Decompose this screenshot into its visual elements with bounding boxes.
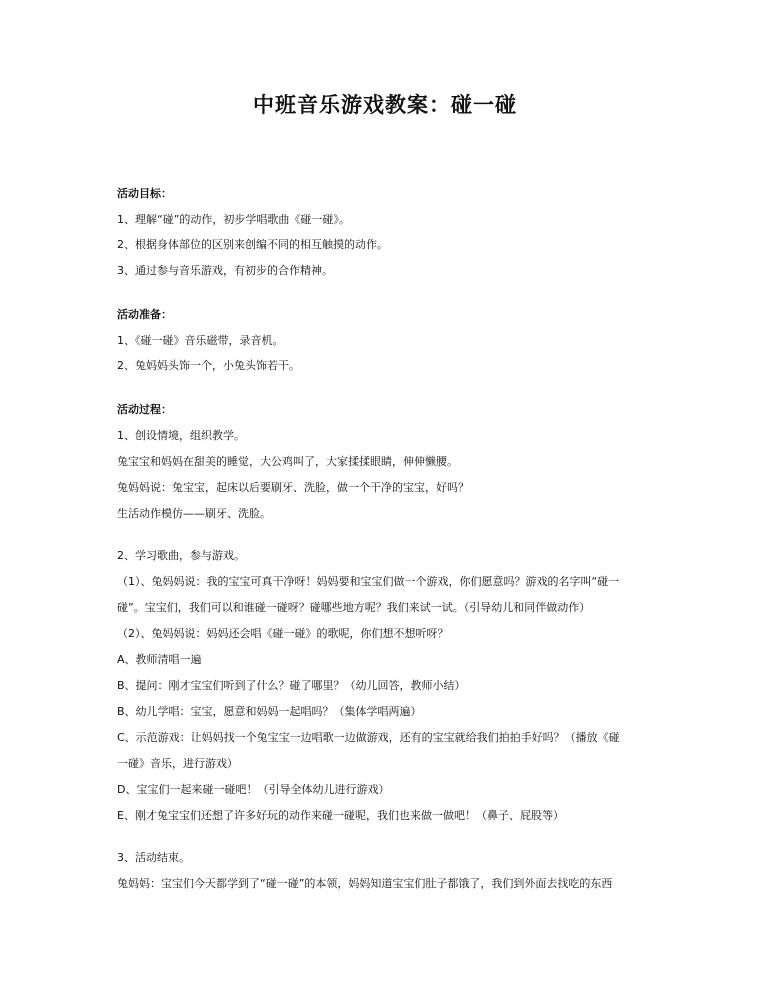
- process-line: 生活动作模仿——刷牙、洗脸。: [117, 507, 271, 520]
- process-line: B、提问：刚才宝宝们听到了什么？碰了哪里？（幼儿回答，教师小结）: [117, 679, 466, 692]
- prep-item: 2、兔妈妈头饰一个，小兔头饰若干。: [117, 359, 300, 372]
- goal-item: 1、理解“碰”的动作，初步学唱歌曲《碰一碰》。: [117, 213, 350, 226]
- process-line: C、示范游戏：让妈妈找一个兔宝宝一边唱歌一边做游戏，还有的宝宝就给我们拍拍手好吗？（播放《碰: [117, 731, 620, 744]
- process-line: 2、学习歌曲，参与游戏。: [117, 549, 245, 562]
- section-heading-prep: 活动准备：: [117, 308, 172, 321]
- process-line: B、幼儿学唱：宝宝，愿意和妈妈一起唱吗？（集体学唱两遍）: [117, 705, 422, 718]
- process-line: 碰”。宝宝们，我们可以和谁碰一碰呀？碰哪些地方呢？我们来试一试。（引导幼儿和同伴做动作）: [117, 601, 591, 614]
- process-line: 兔妈妈说：兔宝宝，起床以后要刷牙、洗脸，做一个干净的宝宝，好吗？: [117, 481, 469, 494]
- process-line: 3、活动结束。: [117, 851, 190, 864]
- process-line: A、教师清唱一遍: [117, 653, 202, 666]
- process-line: 一碰》音乐，进行游戏）: [117, 757, 238, 770]
- section-heading-process: 活动过程：: [117, 403, 172, 416]
- prep-item: 1、《碰一碰》音乐磁带，录音机。: [117, 334, 284, 347]
- goal-item: 2、根据身体部位的区别来创编不同的相互触摸的动作。: [117, 238, 388, 251]
- process-line: （1）、兔妈妈说：我的宝宝可真干净呀！妈妈要和宝宝们做一个游戏，你们愿意吗？游戏的名字叫“碰一: [117, 575, 620, 588]
- process-line: （2）、兔妈妈说：妈妈还会唱《碰一碰》的歌呢，你们想不想听呀？: [117, 627, 449, 640]
- section-heading-goals: 活动目标：: [117, 187, 172, 200]
- goal-item: 3、通过参与音乐游戏，有初步的合作精神。: [117, 264, 333, 277]
- process-line: E、刚才兔宝宝们还想了许多好玩的动作来碰一碰呢，我们也来做一做吧！（鼻子、屁股等）: [117, 809, 564, 822]
- process-line: D、宝宝们一起来碰一碰吧！（引导全体幼儿进行游戏）: [117, 783, 390, 796]
- process-line: 兔妈妈：宝宝们今天都学到了“碰一碰”的本领，妈妈知道宝宝们肚子都饿了，我们到外面去找吃的东西: [117, 877, 613, 890]
- process-line: 兔宝宝和妈妈在甜美的睡觉，大公鸡叫了，大家揉揉眼睛，伸伸懒腰。: [117, 455, 458, 468]
- process-line: 1、创设情境，组织教学。: [117, 429, 245, 442]
- document-title: 中班音乐游戏教案：碰一碰: [253, 92, 517, 117]
